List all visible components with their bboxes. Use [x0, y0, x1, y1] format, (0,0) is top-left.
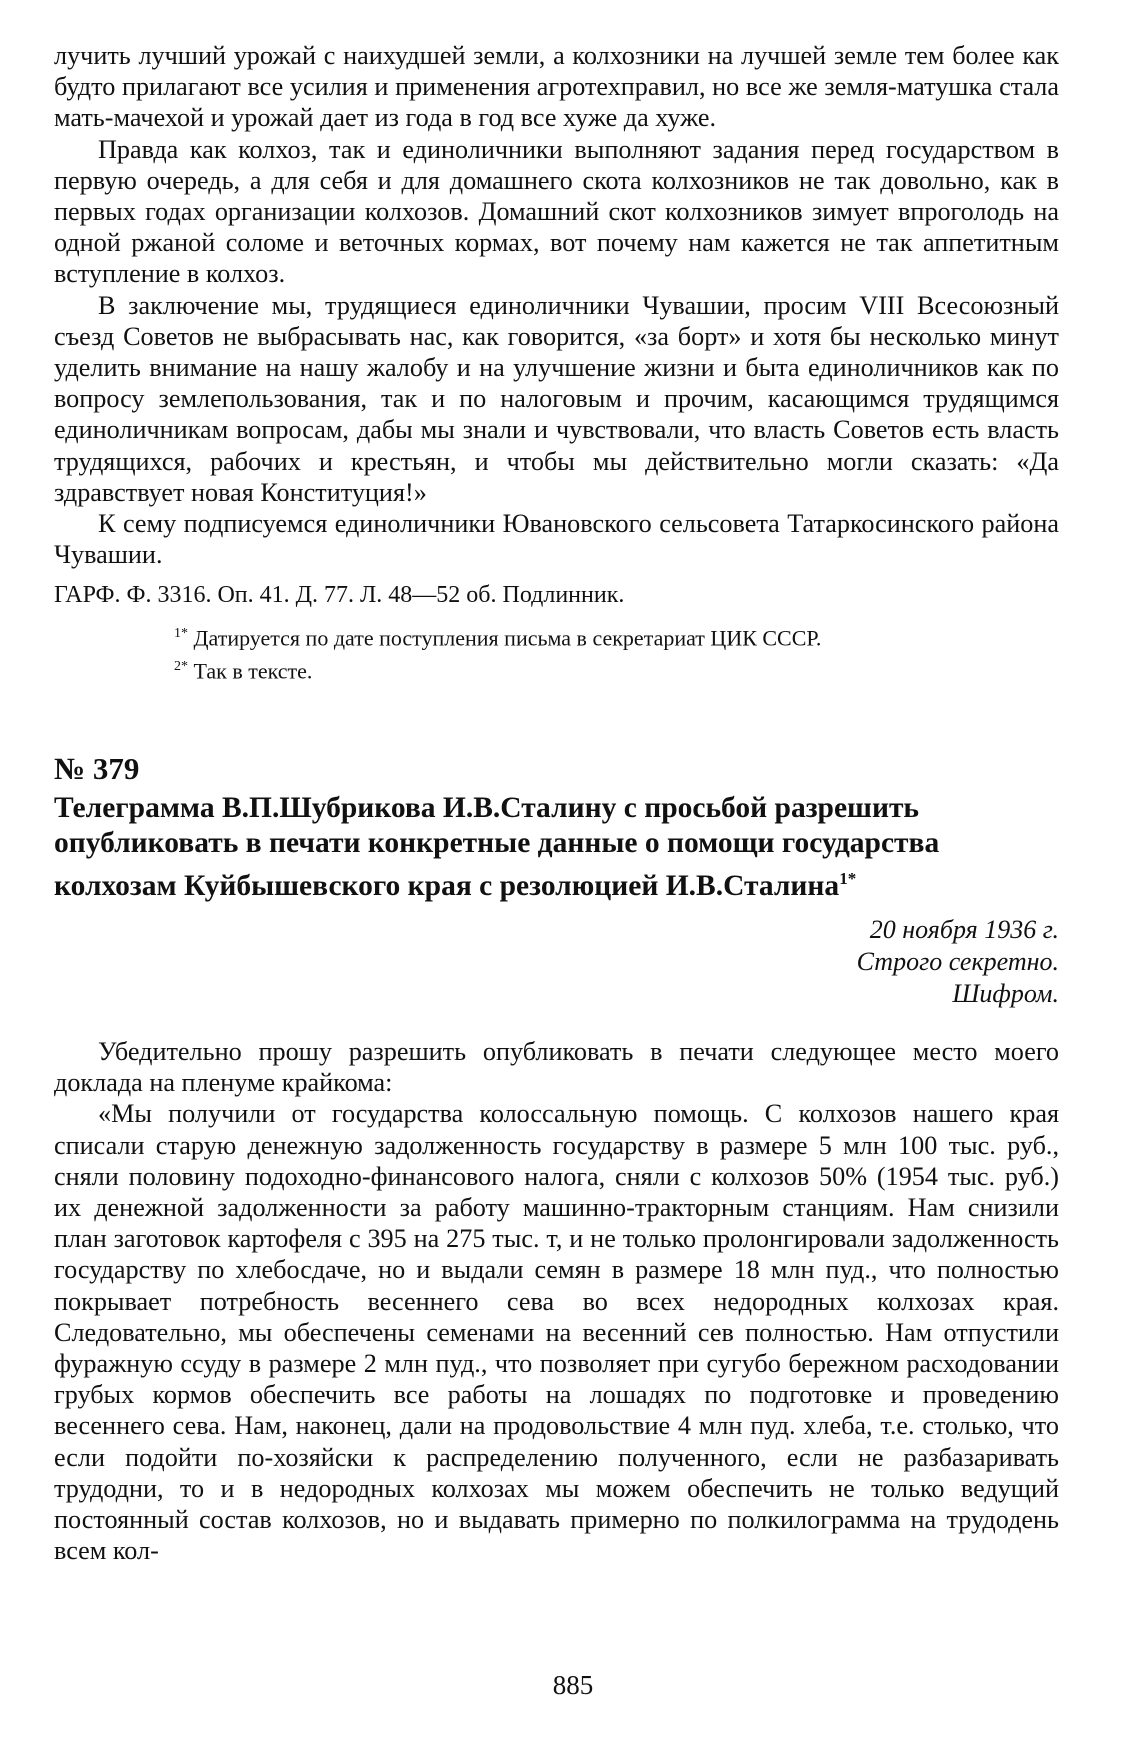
footnote-text: Так в тексте. — [193, 658, 313, 684]
telegram-quote: «Мы получили от государства колоссальную помощь. С колхозов нашего края списали старую денежную задолженность государству в размере 5 млн 100 тыс. руб., сняли половину подоходно-финансового налога, сняли с колхозов 50% (1954 тыс. руб.) их денежной задолженности за работу машинно-тракторным станциям. Нам снизили план заготовок картофеля с 395 на 275 тыс. т, и не только пролонгировали задолженность государству по хлебосдаче, но и выдали семян в размере 18 млн пуд., что полностью покрывает потребность весеннего сева во всех недородных колхозах края. Следовательно, мы обеспечены семенами на весенний сев полностью. Нам отпустили фуражную ссуду в размере 2 млн пуд., что позволяет при сугубо бережном расходовании грубых кормов обеспечить все работы на лошадях по подготовке и проведению весеннего сева. Нам, наконец, дали на продовольствие 4 млн пуд. хлеба, т.е. столько, что если подойти по-хозяйски к распределению полученного, если не разбазаривать трудодни, то и в недородных колхозах мы можем обеспечить не только ведущий постоянный состав колхозов, но и выдавать примерно по полкилограмма на трудодень всем кол- — [54, 1099, 1059, 1566]
document-title-text: Телеграмма В.П.Шубрикова И.В.Сталину с просьбой разрешить опубликовать в печати конкретные данные о помощи государства колхозам Куйбышевского края с резолюцией И.В.Сталина — [54, 792, 940, 902]
footnotes — [54, 620, 1059, 685]
paragraph-signature: К сему подписуемся единоличники Ювановского сельсовета Татаркосинского района Чувашии. — [54, 509, 1059, 570]
footnote-mark: 1* — [174, 626, 188, 642]
footnote-2 — [174, 653, 1059, 685]
paragraph-continuation: лучить лучший урожай с наихудшей земли, а колхозники на лучшей земле тем более как будто прилагают все усилия и применения агротехправил, но все же земля-матушка стала мать-мачехой и урожай дает из года в год все хуже да хуже. — [54, 41, 1059, 133]
paragraph-conclusion: В заключение мы, трудящиеся единоличники Чувашии, просим VIII Всесоюзный съезд Советов не выбрасывать нас, как говорится, «за борт» и хотя бы несколько минут уделить внимание на нашу жалобу и на улучшение жизни и быта единоличников как по вопросу землепользования, так и по налоговым и прочим, касающимся трудящимся единоличникам вопросам, дабы мы знали и чувствовали, что власть Советов есть власть трудящихся, рабочих и крестьян, и чтобы мы действительно могли сказать: «Да здравствует новая Конституция!» — [54, 290, 1059, 507]
document-cipher: Шифром. — [952, 978, 1059, 1008]
telegram-body — [54, 1036, 1059, 1566]
footnote-1 — [174, 620, 1059, 652]
footnote-text: Датируется по дате поступления письма в секретариат ЦИК СССР. — [193, 625, 822, 651]
footnote-mark: 2* — [174, 658, 188, 674]
document-title — [54, 791, 1059, 904]
title-footnote-mark: 1* — [839, 869, 857, 889]
document-meta — [54, 914, 1059, 1010]
archive-source: ГАРФ. Ф. 3316. Оп. 41. Д. 77. Л. 48—52 об. Подлинник. — [54, 582, 625, 609]
telegram-request: Убедительно прошу разрешить опубликовать в печати следующее место моего доклада на пленуме крайкома: — [54, 1036, 1059, 1098]
document-page — [54, 40, 1059, 1566]
document-classification: Строго секретно. — [856, 946, 1059, 976]
page-number: 885 — [552, 1670, 594, 1700]
paragraph-collective-vs-individual: Правда как колхоз, так и единоличники выполняют задания перед государством в первую очередь, а для себя и для домашнего скота колхозников не так довольно, как в первых годах организации колхозов. Домашний скот колхозников зимует впроголодь на одной ржаной соломе и веточных кормах, вот почему нам кажется не так аппетитным вступление в колхоз. — [54, 134, 1059, 289]
document-date: 20 ноября 1936 г. — [869, 914, 1059, 944]
document-number: № 379 — [54, 751, 140, 787]
